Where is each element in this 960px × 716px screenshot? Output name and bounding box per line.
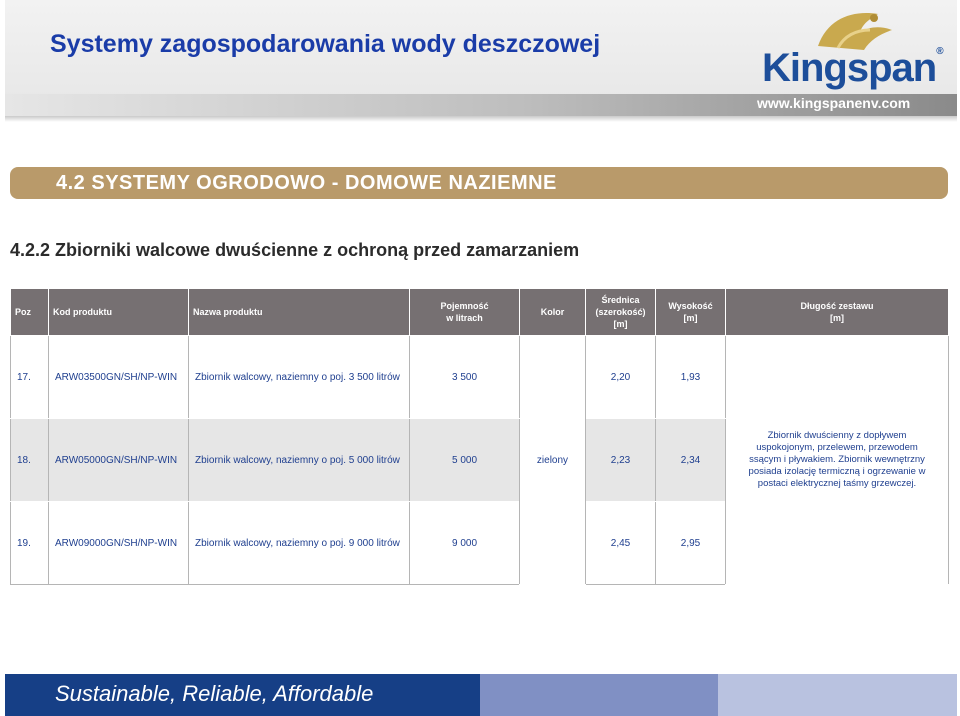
header-kolor: Kolor xyxy=(520,289,586,336)
kingspan-logo xyxy=(748,6,948,92)
header-shadow xyxy=(5,116,957,122)
subsection-title: 4.2.2 Zbiorniki walcowe dwuścienne z ochroną przed zamarzaniem xyxy=(10,240,580,260)
header-nazwa: Nazwa produktu xyxy=(189,289,410,336)
cell-srednica: 2,23 xyxy=(586,419,656,502)
cell-pojemnosc: 5 000 xyxy=(410,419,520,502)
cell-nazwa: Zbiornik walcowy, naziemny o poj. 5 000 litrów xyxy=(189,419,410,502)
cell-pojemnosc: 3 500 xyxy=(410,336,520,419)
cell-poz: 19. xyxy=(11,502,49,585)
cell-srednica: 2,20 xyxy=(586,336,656,419)
cell-wysokosc: 1,93 xyxy=(656,336,726,419)
header-poz: Poz xyxy=(11,289,49,336)
product-table xyxy=(10,288,949,585)
cell-wysokosc: 2,34 xyxy=(656,419,726,502)
cell-nazwa: Zbiornik walcowy, naziemny o poj. 9 000 litrów xyxy=(189,502,410,585)
header-kod: Kod produktu xyxy=(49,289,189,336)
cell-poz: 17. xyxy=(11,336,49,419)
header-srednica: Średnica (szerokość) [m] xyxy=(586,289,656,336)
cell-kod: ARW05000GN/SH/NP-WIN xyxy=(49,419,189,502)
cell-wysokosc: 2,95 xyxy=(656,502,726,585)
cell-nazwa: Zbiornik walcowy, naziemny o poj. 3 500 litrów xyxy=(189,336,410,419)
footer-mid-band xyxy=(480,674,718,716)
header-dlugosc: Długość zestawu [m] xyxy=(726,289,949,336)
header-wysokosc: Wysokość [m] xyxy=(656,289,726,336)
section-title: 4.2 SYSTEMY OGRODOWO - DOMOWE NAZIEMNE xyxy=(56,172,557,194)
header-pojemnosc: Pojemność w litrach xyxy=(410,289,520,336)
cell-poz: 18. xyxy=(11,419,49,502)
logo-wordmark: Kingspan® xyxy=(762,46,943,90)
cell-pojemnosc: 9 000 xyxy=(410,502,520,585)
table-row xyxy=(11,336,949,419)
footer-light-band xyxy=(718,674,957,716)
footer-slogan: Sustainable, Reliable, Affordable xyxy=(55,681,374,706)
table-header-row xyxy=(11,289,949,336)
cell-opis: Zbiornik dwuścienny z dopływem uspokojonym, przelewem, przewodem ssącym i pływakiem. Zbiornik wewnętrzny posiada izolację termiczną i ogrzewanie w postaci elektrycznej taśmy grzewczej. xyxy=(726,336,949,585)
cell-kolor: zielony xyxy=(520,336,586,585)
cell-srednica: 2,45 xyxy=(586,502,656,585)
cell-kod: ARW09000GN/SH/NP-WIN xyxy=(49,502,189,585)
slide-title: Systemy zagospodarowania wody deszczowej xyxy=(50,30,601,58)
cell-kod: ARW03500GN/SH/NP-WIN xyxy=(49,336,189,419)
website-url: www.kingspanenv.com xyxy=(757,95,911,111)
